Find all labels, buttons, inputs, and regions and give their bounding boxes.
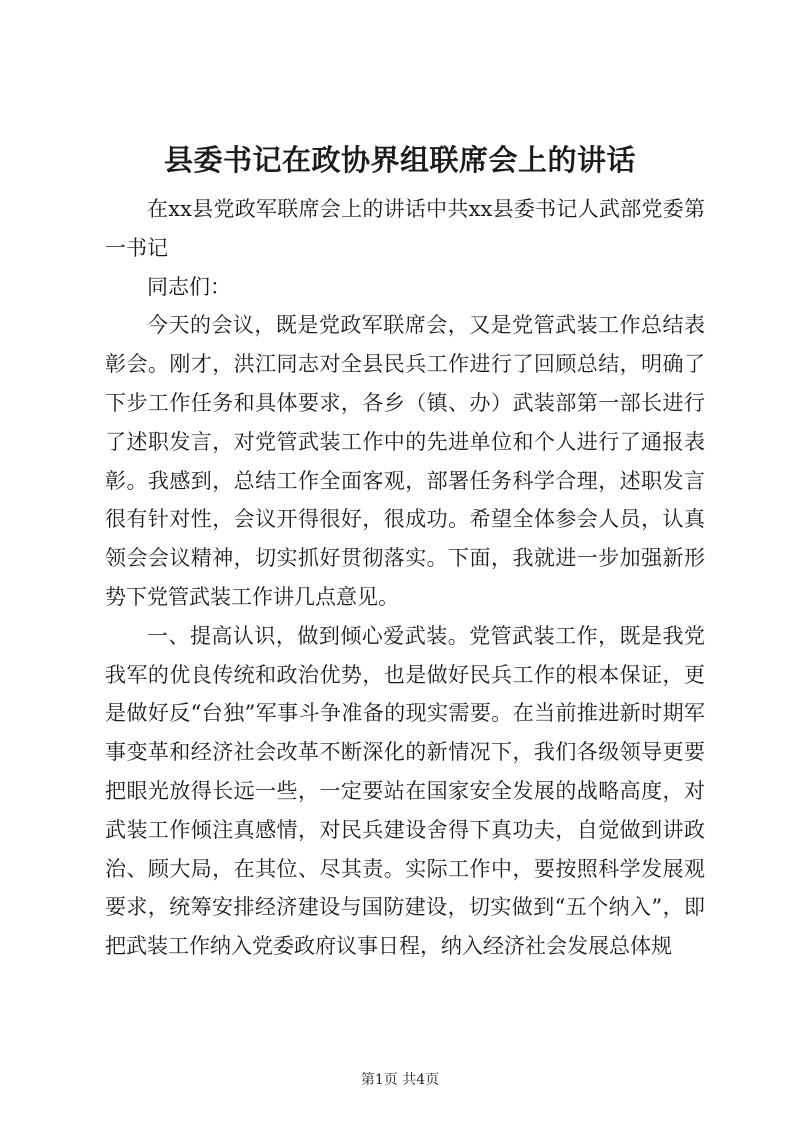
- page-footer: 第1页 共4页: [360, 1072, 440, 1088]
- paragraph-point-one: 一、提高认识，做到倾心爱武装。党管武装工作，既是我党我军的优良传统和政治优势，也是做好民兵工作的根本保证，更是做好反“台独”军事斗争准备的现实需要。在当前推进新时期军事变革和经济社会改革不断深化的新情况下，我们各级领导更要把眼光放得长远一些，一定要站在国家安全发展的战略高度，对武装工作倾注真感情，对民兵建设舍得下真功夫，自觉做到讲政治、顾大局，在其位、尽其责。实际工作中，要按照科学发展观要求，统筹安排经济建设与国防建设，切实做到“五个纳入”，即把武装工作纳入党委政府议事日程，纳入经济社会发展总体规: [105, 623, 705, 959]
- paragraph-salutation: 同志们：: [147, 274, 231, 299]
- document-title: 县委书记在政协界组联席会上的讲话: [163, 143, 636, 177]
- document-body: [105, 190, 705, 966]
- paragraph-opening: 今天的会议，既是党政军联席会，又是党管武装工作总结表彰会。刚才，洪江同志对全县民兵工作进行了回顾总结，明确了下步工作任务和具体要求，各乡（镇、办）武装部第一部长进行了述职发言，对党管武装工作中的先进单位和个人进行了通报表彰。我感到，总结工作全面客观，部署任务科学合理，述职发言很有针对性，会议开得很好，很成功。希望全体参会人员，认真领会会议精神，切实抓好贯彻落实。下面，我就进一步加强新形势下党管武装工作讲几点意见。: [105, 313, 705, 609]
- paragraph-heading-line: 在xx县党政军联席会上的讲话中共xx县委书记人武部党委第一书记: [105, 197, 705, 260]
